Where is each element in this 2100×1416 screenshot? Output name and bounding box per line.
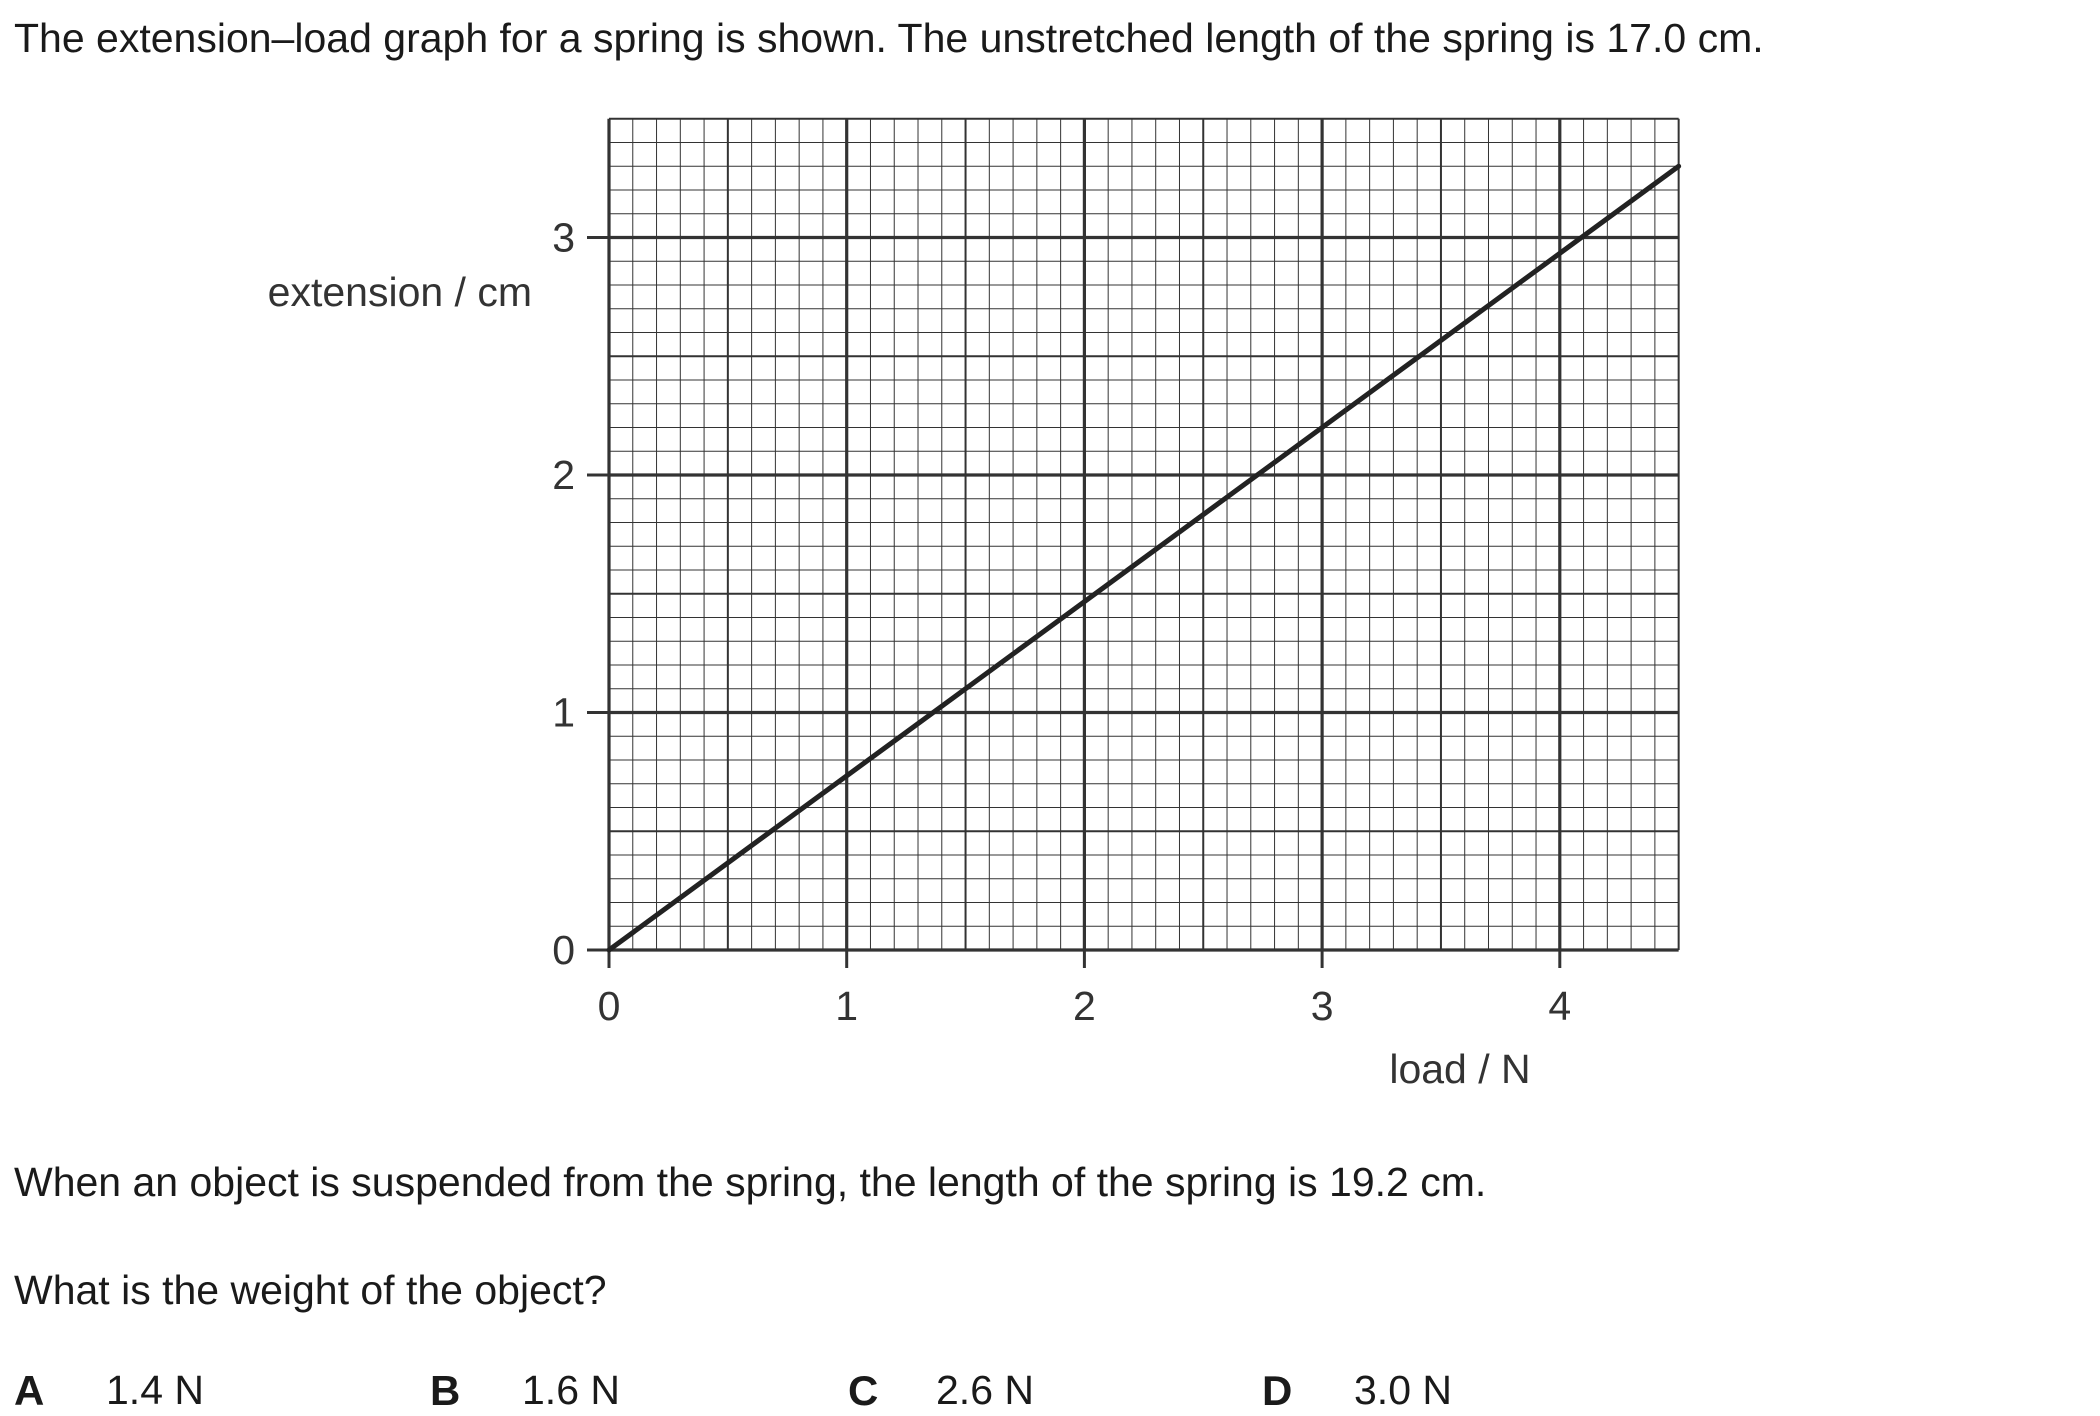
option-c-value: 2.6 N (936, 1367, 1034, 1413)
option-c-letter: C (848, 1367, 879, 1414)
y-tick-label: 1 (552, 689, 575, 736)
option-b-value: 1.6 N (522, 1367, 620, 1413)
x-axis-label: load / N (1389, 1046, 1531, 1092)
x-tick-label: 4 (1548, 983, 1572, 1029)
x-tick-label: 0 (597, 983, 621, 1029)
y-tick-labels (552, 215, 575, 974)
y-tick-label: 0 (552, 927, 575, 973)
x-tick-label: 3 (1310, 983, 1334, 1029)
question-prompt: What is the weight of the object? (14, 1267, 607, 1313)
option-a-value: 1.4 N (106, 1367, 204, 1413)
x-tick-label: 1 (835, 983, 859, 1029)
series-layer (609, 166, 1679, 950)
option-d-value: 3.0 N (1354, 1367, 1452, 1413)
suspended-length-statement: When an object is suspended from the spring, the length of the spring is 19.2 cm. (14, 1159, 1487, 1205)
y-tick-label: 2 (552, 452, 575, 498)
y-tick-label: 3 (552, 214, 575, 261)
option-d-letter: D (1262, 1367, 1293, 1414)
x-tick-label: 2 (1072, 983, 1096, 1029)
extension-load-line (609, 166, 1679, 950)
option-a-letter: A (14, 1367, 45, 1414)
question-intro: The extension–load graph for a spring is shown. The unstretched length of the spring is 17.0 cm. (14, 15, 1764, 61)
y-axis-label: extension / cm (267, 269, 532, 315)
option-b-letter: B (430, 1367, 461, 1414)
x-tick-labels (598, 983, 1572, 1029)
graph-paper-grid (609, 119, 1679, 950)
